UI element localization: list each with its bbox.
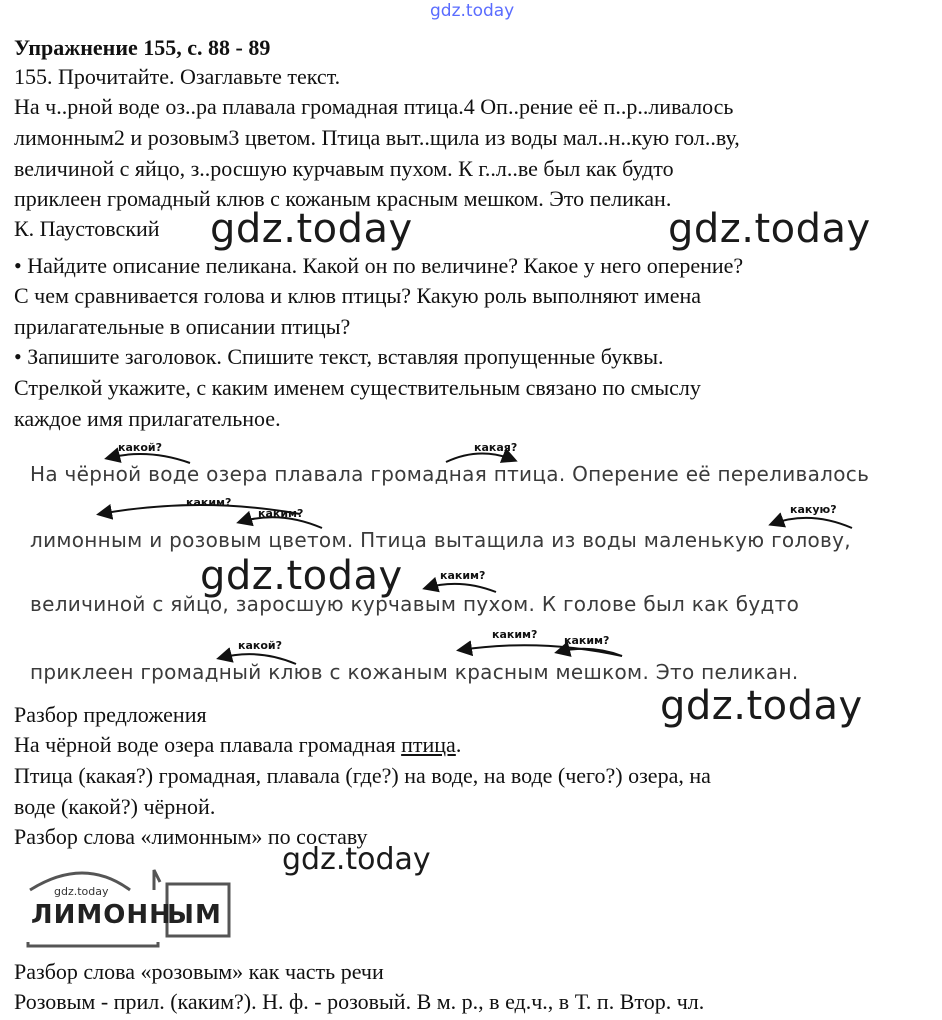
morpheme-ending: ЫМ [167,900,222,930]
author-line: К. Паустовский [14,216,160,241]
watermark: gdz.today [668,206,871,252]
arrow-malenkuyu-golovu [772,518,852,528]
task-line: На ч..рной воде оз..ра плавала громадная птица.4 Оп..рение её п..р..ливалось [14,94,734,119]
arrow-krasnym-meshkom [558,649,622,656]
pos-analysis-text: Розовым - прил. (каким?). Н. ф. - розовый. В м. р., в ед.ч., в Т. п. Втор. чл. [14,989,705,1014]
morpheme-root: ЛИМОНН [31,900,172,930]
answer-line-1: На чёрной воде озера плавала громадная птица. Оперение её переливалось [30,462,870,486]
task-line: приклеен громадный клюв с кожаным красным мешком. Это пеликан. [14,186,672,211]
arc-label: каким? [564,634,610,647]
task-line: лимонным2 и розовым3 цветом. Птица выт..щила из воды мал..н..кую гол..ву, [14,125,740,150]
task-line: величиной с яйцо, з..росшую курчавым пухом. К г..л..ве был как будто [14,156,674,181]
watermark: gdz.today [200,553,403,599]
suffix-mark [154,870,160,890]
task-line: 155. Прочитайте. Озаглавьте текст. [14,64,341,89]
watermark: gdz.today [210,206,413,252]
question-line: С чем сравнивается голова и клюв птицы? Какую роль выполняют имена [14,283,702,308]
arrow-kurchavym-pukhom [426,584,496,592]
sentence-end: . [455,732,462,757]
arc-label: каким? [258,507,304,520]
arc-label: каким? [440,569,486,582]
answer-line-3: величиной с яйцо, заросшую курчавым пухом. К голове был как будто [30,592,800,616]
sentence-text: На чёрной воде озера плавала громадная [14,732,402,757]
question-line: Стрелкой укажите, с каким именем существительным связано по смыслу [14,375,701,400]
morpheme-watermark: gdz.today [54,885,109,898]
analyzed-sentence [14,730,461,760]
answer-line-4: приклеен громадный клюв с кожаным красным мешком. Это пеликан. [30,660,799,684]
arc-label: какая? [474,441,518,454]
word-analysis-title: Разбор слова «лимонным» по составу [14,824,368,849]
question-line: • Запишите заголовок. Спишите текст, вставляя пропущенные буквы. [14,344,664,369]
arc-label: каким? [492,628,538,641]
suffix-bracket [28,942,158,946]
arc-label: каким? [186,496,232,509]
exercise-header: Упражнение 155, с. 88 - 89 [14,35,271,60]
arrow-gromadnaya-ptitsa [446,453,514,462]
arc-label: какую? [790,503,837,516]
answer-line-2: лимонным и розовым цветом. Птица вытащила из воды маленькую голову, [30,528,851,552]
sentence-explanation: Птица (какая?) громадная, плавала (где?) на воде, на воде (чего?) озера, на [14,763,711,788]
top-watermark: gdz.today [430,1,515,21]
question-line: прилагательные в описании птицы? [14,314,351,339]
watermark: gdz.today [282,842,431,877]
pos-analysis-title: Разбор слова «розовым» как часть речи [14,959,384,984]
arc-label: какой? [118,441,162,454]
sentence-explanation: воде (какой?) чёрной. [14,794,216,819]
sentence-analysis-title: Разбор предложения [14,702,207,727]
question-line: • Найдите описание пеликана. Какой он по величине? Какое у него оперение? [14,253,744,278]
arc-label: какой? [238,639,282,652]
question-line: каждое имя прилагательное. [14,406,281,431]
watermark: gdz.today [660,683,863,729]
sentence-subject: птица [401,732,456,757]
